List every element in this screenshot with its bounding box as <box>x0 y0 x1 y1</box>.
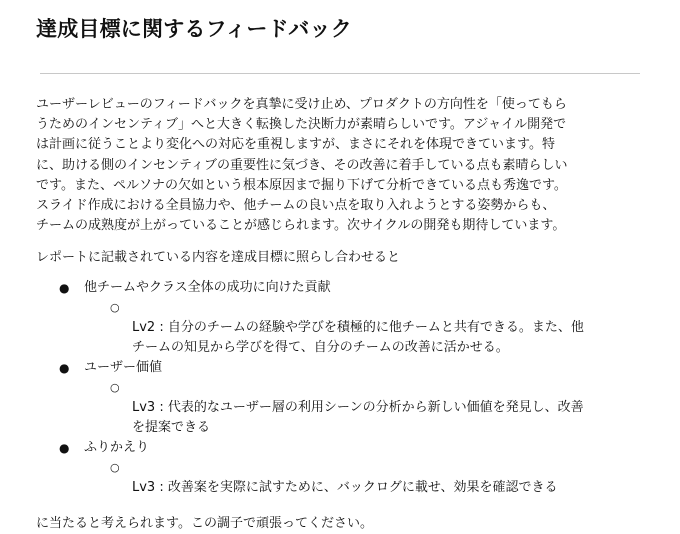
circle-bullet-icon: ○ <box>110 381 120 395</box>
goal-subitem-text: Lv3 : 代表的なユーザー層の利用シーンの分析から新しい価値を発見し、改善 を提案できる <box>132 400 584 436</box>
goal-item-contribution <box>36 278 644 298</box>
goal-list <box>36 278 644 498</box>
goal-subitem-contribution-level <box>36 298 636 358</box>
goal-subitem-retrospective-level <box>36 458 636 498</box>
bullet-icon: ● <box>59 281 70 296</box>
goal-subitem-text: Lv2 : 自分のチームの経験や学びを積極的に他チームと共有できる。また、他 チームの知見から学びを得て、自分のチームの改善に活かせる。 <box>132 320 584 356</box>
horizontal-divider <box>40 73 640 74</box>
bullet-icon: ● <box>59 441 70 456</box>
circle-bullet-icon: ○ <box>110 301 120 315</box>
page-title: 達成目標に関するフィードバック <box>36 17 352 41</box>
goal-subitem-user-value-level <box>36 378 636 438</box>
closing-sentence: に当たると考えられます。この調子で頑張ってください。 <box>36 516 373 532</box>
bullet-icon: ● <box>59 361 70 376</box>
lead-sentence: レポートに記載されている内容を達成目標に照らし合わせると <box>36 250 401 266</box>
circle-bullet-icon: ○ <box>110 461 120 475</box>
goal-subitem-text: Lv3 : 改善案を実際に試すために、バックログに載せ、効果を確認できる <box>132 480 558 496</box>
feedback-paragraph: ユーザーレビューのフィードバックを真摯に受け止め、プロダクトの方向性を「使ってもら うためのインセンティブ」へと大きく転換した決断力が素晴らしいです。アジャイル開発で は計画に従うことより変化への対応を重視しますが、まさにそれを体現できています。特 に、助ける側のインセンティブの重要性に気づき、その改善に着手している点も素晴らしい です。また、ペルソナの欠如という根本原因まで掘り下げて分析できている点も秀逸です。 スライド作成における全員協力や、他チームの良い点を取り入れようとする姿勢からも、 チームの成熟度が上がっていることが感じられます。次サイクルの開発も期待しています。 <box>36 97 568 234</box>
goal-item-label: ユーザー価値 <box>84 360 163 376</box>
goal-item-label: ふりかえり <box>84 440 150 456</box>
goal-item-retrospective <box>36 438 644 458</box>
goal-item-label: 他チームやクラス全体の成功に向けた貢献 <box>84 280 331 296</box>
goal-item-user-value <box>36 358 644 378</box>
